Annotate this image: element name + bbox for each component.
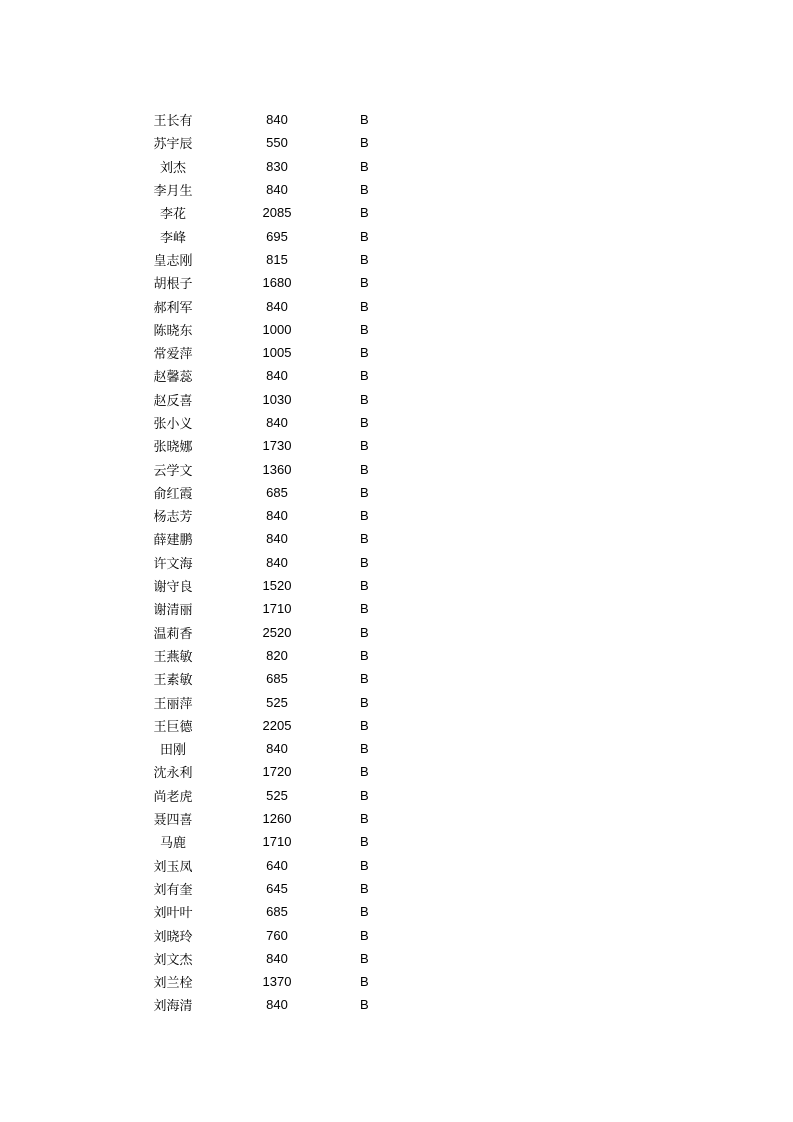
amount-value: 1720 <box>262 764 292 780</box>
table-row <box>140 178 400 201</box>
amount-value: 2520 <box>262 624 292 640</box>
amount-value: 840 <box>266 531 288 547</box>
person-name: 张小义 <box>153 417 193 432</box>
grade-value: B <box>360 624 369 640</box>
amount-value: 820 <box>266 647 288 663</box>
table-row <box>140 854 400 877</box>
grade-value: B <box>360 671 369 687</box>
amount-value: 2085 <box>262 205 292 221</box>
table-row <box>140 527 400 550</box>
grade-value: B <box>360 321 369 337</box>
grade-value: B <box>360 415 369 430</box>
table-row <box>140 690 400 713</box>
grade-value: B <box>360 764 369 780</box>
amount-value: 840 <box>266 182 288 198</box>
person-name: 常爱萍 <box>153 347 193 363</box>
amount-value: 685 <box>266 904 288 920</box>
person-name: 杨志芳 <box>153 510 193 526</box>
person-name: 王巨德 <box>153 719 193 735</box>
table-row <box>140 108 400 131</box>
person-name: 张晓娜 <box>153 440 193 456</box>
grade-value: B <box>360 997 369 1013</box>
person-name: 赵馨蕊 <box>153 370 193 386</box>
grade-value: B <box>360 880 369 896</box>
person-name: 赵反喜 <box>153 393 193 409</box>
grade-value: B <box>360 182 369 198</box>
grade-value: B <box>360 135 369 151</box>
amount-value: 645 <box>266 880 288 896</box>
person-name: 苏宇辰 <box>153 137 193 153</box>
grade-value: B <box>360 275 369 291</box>
grade-value: B <box>360 508 369 524</box>
amount-value: 685 <box>266 671 288 687</box>
data-table <box>140 108 400 1017</box>
person-name: 谢守良 <box>153 580 193 596</box>
amount-value: 1030 <box>262 391 292 407</box>
grade-value: B <box>360 857 369 873</box>
table-row <box>140 784 400 807</box>
grade-value: B <box>360 531 369 547</box>
table-row <box>140 760 400 783</box>
table-row <box>140 411 400 434</box>
amount-value: 840 <box>266 112 288 128</box>
person-name: 刘玉凤 <box>153 859 193 875</box>
grade-value: B <box>360 251 369 267</box>
table-row <box>140 318 400 341</box>
person-name: 刘有奎 <box>153 882 193 898</box>
amount-value: 840 <box>266 950 288 966</box>
person-name: 俞红霞 <box>153 486 193 502</box>
amount-value: 840 <box>266 415 288 430</box>
person-name: 王素敏 <box>153 673 193 689</box>
table-row <box>140 271 400 294</box>
grade-value: B <box>360 228 369 244</box>
table-row <box>140 830 400 853</box>
table-row <box>140 155 400 178</box>
table-row <box>140 667 400 690</box>
grade-value: B <box>360 205 369 221</box>
grade-value: B <box>360 578 369 594</box>
person-name: 李峰 <box>159 230 186 246</box>
grade-value: B <box>360 298 369 314</box>
grade-value: B <box>360 787 369 803</box>
grade-value: B <box>360 717 369 733</box>
person-name: 王丽萍 <box>153 696 193 712</box>
table-row <box>140 621 400 644</box>
table-row <box>140 900 400 923</box>
table-row <box>140 434 400 457</box>
table-row <box>140 947 400 970</box>
person-name: 沈永利 <box>153 766 193 782</box>
table-row <box>140 923 400 946</box>
grade-value: B <box>360 461 369 477</box>
grade-value: B <box>360 554 369 570</box>
amount-value: 1000 <box>262 321 292 337</box>
person-name: 刘晓玲 <box>153 929 193 945</box>
amount-value: 1710 <box>262 834 292 850</box>
person-name: 王长有 <box>153 114 193 130</box>
table-row <box>140 201 400 224</box>
person-name: 刘叶叶 <box>153 906 193 922</box>
table-row <box>140 551 400 574</box>
table-row <box>140 457 400 480</box>
table-row <box>140 877 400 900</box>
table-row <box>140 248 400 271</box>
person-name: 王燕敏 <box>153 649 193 665</box>
amount-value: 1680 <box>262 275 292 291</box>
table-row <box>140 644 400 667</box>
person-name: 刘兰栓 <box>153 976 193 992</box>
amount-value: 840 <box>266 741 288 757</box>
grade-value: B <box>360 391 369 407</box>
grade-value: B <box>360 345 369 361</box>
person-name: 皇志刚 <box>153 253 193 269</box>
grade-value: B <box>360 112 369 128</box>
grade-value: B <box>360 811 369 827</box>
amount-value: 685 <box>266 484 288 500</box>
amount-value: 830 <box>266 158 288 174</box>
person-name: 郝利军 <box>153 300 193 316</box>
amount-value: 840 <box>266 298 288 314</box>
table-row <box>140 970 400 993</box>
table-row <box>140 807 400 830</box>
amount-value: 525 <box>266 787 288 803</box>
amount-value: 640 <box>266 857 288 873</box>
amount-value: 840 <box>266 508 288 524</box>
table-row <box>140 294 400 317</box>
table-row <box>140 993 400 1016</box>
grade-value: B <box>360 694 369 710</box>
person-name: 谢清丽 <box>153 603 193 619</box>
grade-value: B <box>360 950 369 966</box>
grade-value: B <box>360 974 369 990</box>
table-row <box>140 388 400 411</box>
person-name: 刘海清 <box>153 999 193 1015</box>
amount-value: 760 <box>266 927 288 943</box>
person-name: 刘杰 <box>159 160 186 176</box>
person-name: 马鹿 <box>159 836 186 852</box>
amount-value: 840 <box>266 368 288 384</box>
amount-value: 1260 <box>262 811 292 827</box>
grade-value: B <box>360 904 369 920</box>
amount-value: 1710 <box>262 601 292 617</box>
grade-value: B <box>360 927 369 943</box>
person-name: 尚老虎 <box>153 789 193 805</box>
grade-value: B <box>360 741 369 757</box>
table-row <box>140 737 400 760</box>
person-name: 胡根子 <box>153 277 193 293</box>
person-name: 薛建鹏 <box>153 533 193 549</box>
amount-value: 815 <box>266 251 288 267</box>
grade-value: B <box>360 647 369 663</box>
person-name: 云学文 <box>153 463 193 479</box>
amount-value: 525 <box>266 694 288 710</box>
person-name: 温莉香 <box>153 626 193 642</box>
table-row <box>140 341 400 364</box>
table-row <box>140 364 400 387</box>
grade-value: B <box>360 601 369 617</box>
table-row <box>140 131 400 154</box>
amount-value: 695 <box>266 228 288 244</box>
table-row <box>140 224 400 247</box>
amount-value: 1370 <box>262 974 292 990</box>
grade-value: B <box>360 368 369 384</box>
person-name: 李花 <box>159 207 186 223</box>
person-name: 陈晓东 <box>153 323 193 339</box>
amount-value: 1005 <box>262 345 292 361</box>
person-name: 刘文杰 <box>153 952 193 968</box>
amount-value: 1360 <box>262 461 292 477</box>
grade-value: B <box>360 834 369 850</box>
amount-value: 2205 <box>262 717 292 733</box>
grade-value: B <box>360 484 369 500</box>
amount-value: 1520 <box>262 578 292 594</box>
person-name: 田刚 <box>159 743 186 759</box>
table-row <box>140 714 400 737</box>
amount-value: 840 <box>266 554 288 570</box>
person-name: 聂四喜 <box>153 813 193 829</box>
person-name: 许文海 <box>153 556 193 572</box>
amount-value: 550 <box>266 135 288 151</box>
amount-value: 1730 <box>262 438 292 454</box>
grade-value: B <box>360 158 369 174</box>
table-row <box>140 574 400 597</box>
person-name: 李月生 <box>153 184 193 200</box>
grade-value: B <box>360 438 369 454</box>
table-row <box>140 504 400 527</box>
table-row <box>140 481 400 504</box>
table-row <box>140 597 400 620</box>
amount-value: 840 <box>266 997 288 1013</box>
